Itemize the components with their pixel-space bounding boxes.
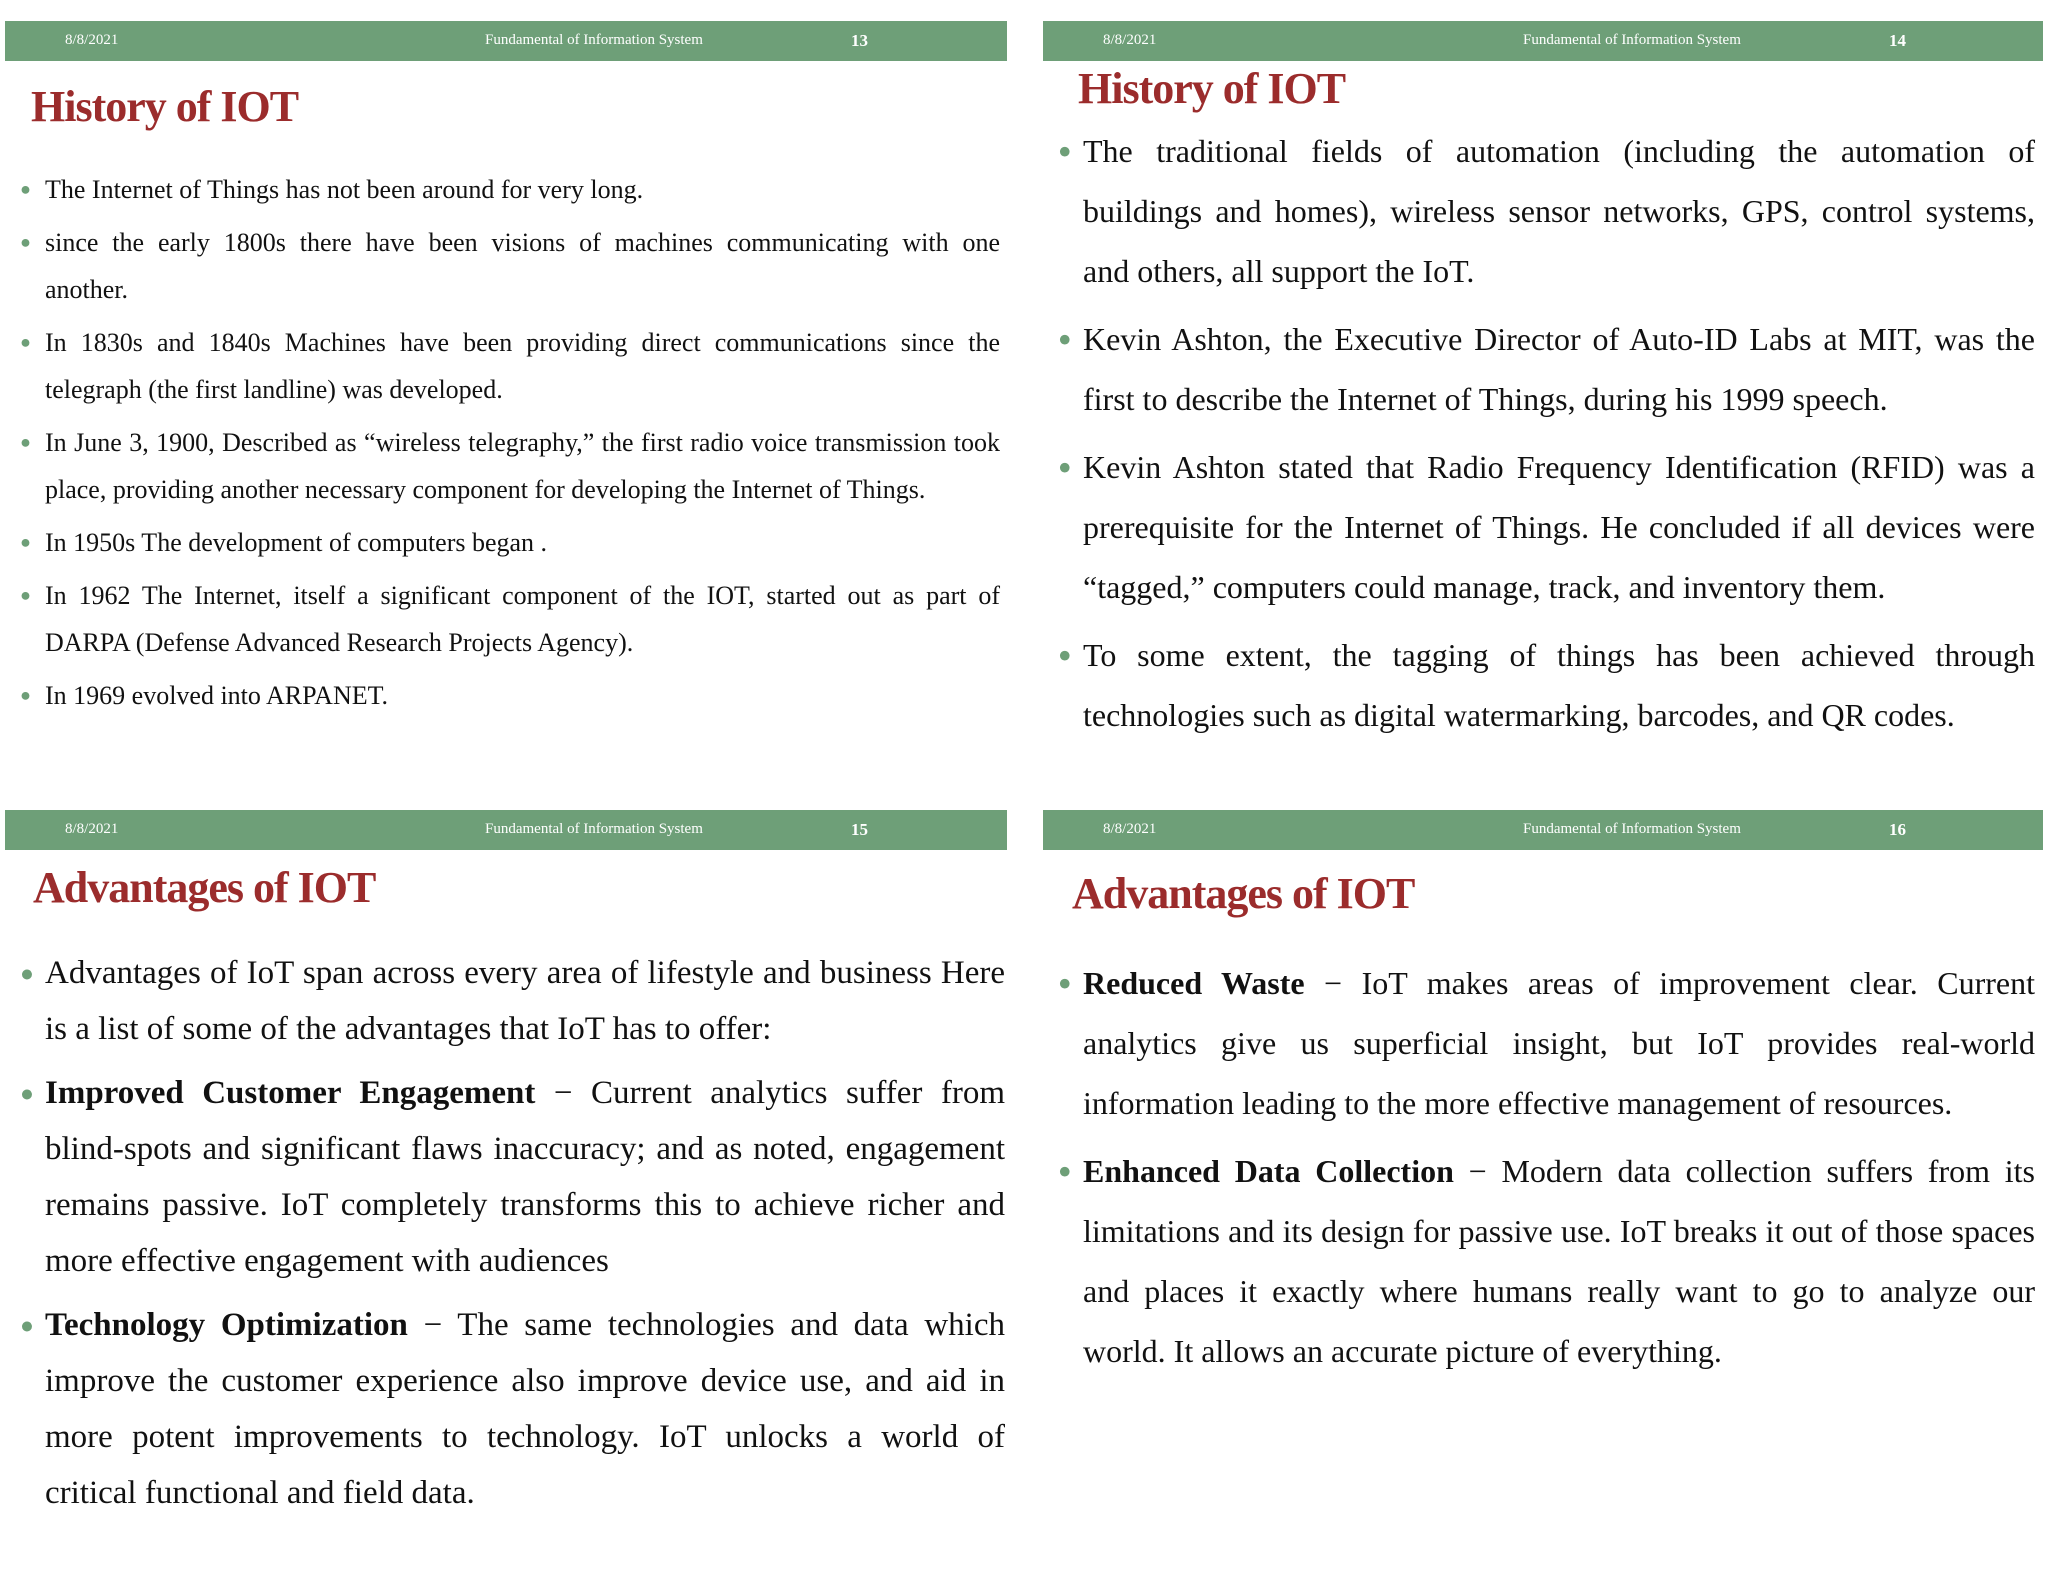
bullet-dot-icon: ● [1058, 970, 1072, 995]
slide-title: History of IOT [1078, 64, 1346, 113]
list-item [15, 166, 1000, 213]
bullet-text: The traditional fields of automation (including the automation of buildings and homes), wireless sensor networks, GPS, control systems, and others, all support the IoT. [1083, 133, 2035, 289]
bullet-dot-icon: ● [20, 1080, 34, 1106]
slide-title: Advantages of IOT [1072, 869, 1415, 918]
list-item [1053, 953, 2035, 1133]
bullet-dot-icon: ● [20, 532, 31, 552]
bullet-text: Advantages of IoT span across every area of lifestyle and business Here is a list of some of the advantages that IoT has to offer: [45, 955, 1005, 1047]
slide-page-number: 14 [1889, 31, 1906, 50]
bullet-term: Reduced Waste [1083, 965, 1305, 1001]
list-item [1053, 625, 2035, 745]
slide-header [1043, 21, 2043, 61]
list-item [15, 572, 1000, 666]
bullet-text: − The same technologies and data which improve the customer experience also improve device use, and aid in more potent improvements to technology. IoT unlocks a world of critical functional and field data. [45, 1307, 1005, 1511]
bullet-text: In 1950s The development of computers began . [45, 528, 548, 557]
bullet-dot-icon: ● [1058, 642, 1072, 667]
slide-date: 8/8/2021 [65, 32, 119, 48]
bullet-dot-icon: ● [20, 232, 31, 252]
slide-16 [1043, 810, 2043, 1570]
slide-header [5, 810, 1007, 850]
slide-title: Advantages of IOT [33, 863, 376, 912]
bullet-text: Kevin Ashton, the Executive Director of Auto-ID Labs at MIT, was the first to describe the Internet of Things, during his 1999 speech. [1083, 321, 2035, 417]
bullet-term: Improved Customer Engagement [45, 1075, 536, 1111]
list-item [15, 419, 1000, 513]
bullet-text: The Internet of Things has not been around for very long. [45, 175, 644, 204]
bullet-list [1053, 121, 2035, 753]
bullet-list [15, 945, 1005, 1529]
bullet-dot-icon: ● [20, 179, 31, 199]
bullet-text: In 1962 The Internet, itself a significant component of the IOT, started out as part of DARPA (Defense Advanced Research Projects Agency). [45, 581, 1000, 657]
bullet-text: − Modern data collection suffers from its limitations and its design for passive use. IoT breaks it out of those spaces and places it exactly where humans really want to go to analyze our world. It allows an accurate picture of everything. [1083, 1153, 2035, 1369]
list-item [15, 1065, 1005, 1289]
slide-course-title: Fundamental of Information System [485, 821, 703, 837]
bullet-text: − Current analytics suffer from blind-spots and significant flaws inaccuracy; and as noted, engagement remains passive. IoT completely transforms this to achieve richer and more effective engagement with audiences [45, 1075, 1005, 1279]
bullet-text: To some extent, the tagging of things has been achieved through technologies such as digital watermarking, barcodes, and QR codes. [1083, 637, 2035, 733]
list-item [15, 1297, 1005, 1521]
list-item [15, 945, 1005, 1057]
slide-header [5, 21, 1007, 61]
bullet-dot-icon: ● [20, 1312, 34, 1338]
bullet-dot-icon: ● [20, 960, 34, 986]
list-item [15, 672, 1000, 719]
bullet-text: In June 3, 1900, Described as “wireless telegraphy,” the first radio voice transmission took place, providing another necessary component for developing the Internet of Things. [45, 428, 1000, 504]
bullet-dot-icon: ● [20, 332, 31, 352]
list-item [1053, 437, 2035, 617]
slide-page-number: 13 [851, 31, 868, 50]
slide-15 [5, 810, 1007, 1570]
list-item [1053, 1141, 2035, 1381]
slide-date: 8/8/2021 [65, 821, 119, 837]
slide-date: 8/8/2021 [1103, 821, 1157, 837]
slide-header [1043, 810, 2043, 850]
bullet-text: In 1969 evolved into ARPANET. [45, 681, 389, 710]
bullet-dot-icon: ● [20, 432, 31, 452]
bullet-text: In 1830s and 1840s Machines have been providing direct communications since the telegraph (the first landline) was developed. [45, 328, 1000, 404]
bullet-text: − IoT makes areas of improvement clear. Current analytics give us superficial insight, but IoT provides real-world information leading to the more effective management of resources. [1083, 965, 2035, 1121]
bullet-list [1053, 953, 2035, 1389]
bullet-dot-icon: ● [1058, 454, 1072, 479]
slide-14 [1043, 21, 2043, 778]
list-item [15, 519, 1000, 566]
list-item [1053, 309, 2035, 429]
slide-course-title: Fundamental of Information System [485, 32, 703, 48]
slide-course-title: Fundamental of Information System [1523, 32, 1741, 48]
bullet-text: since the early 1800s there have been visions of machines communicating with one another. [45, 228, 1000, 304]
bullet-dot-icon: ● [20, 585, 31, 605]
slide-page-number: 15 [851, 820, 868, 839]
bullet-dot-icon: ● [20, 685, 31, 705]
bullet-list [15, 166, 1000, 725]
slide-title: History of IOT [31, 82, 299, 131]
bullet-term: Technology Optimization [45, 1307, 408, 1343]
list-item [1053, 121, 2035, 301]
bullet-text: Kevin Ashton stated that Radio Frequency Identification (RFID) was a prerequisite for the Internet of Things. He concluded if all devices were “tagged,” computers could manage, track, and inventory them. [1083, 449, 2035, 605]
list-item [15, 219, 1000, 313]
slide-page-number: 16 [1889, 820, 1906, 839]
slide-course-title: Fundamental of Information System [1523, 821, 1741, 837]
bullet-dot-icon: ● [1058, 326, 1072, 351]
list-item [15, 319, 1000, 413]
bullet-term: Enhanced Data Collection [1083, 1153, 1454, 1189]
slide-date: 8/8/2021 [1103, 32, 1157, 48]
bullet-dot-icon: ● [1058, 1158, 1072, 1183]
slide-13 [5, 21, 1007, 778]
bullet-dot-icon: ● [1058, 138, 1072, 163]
